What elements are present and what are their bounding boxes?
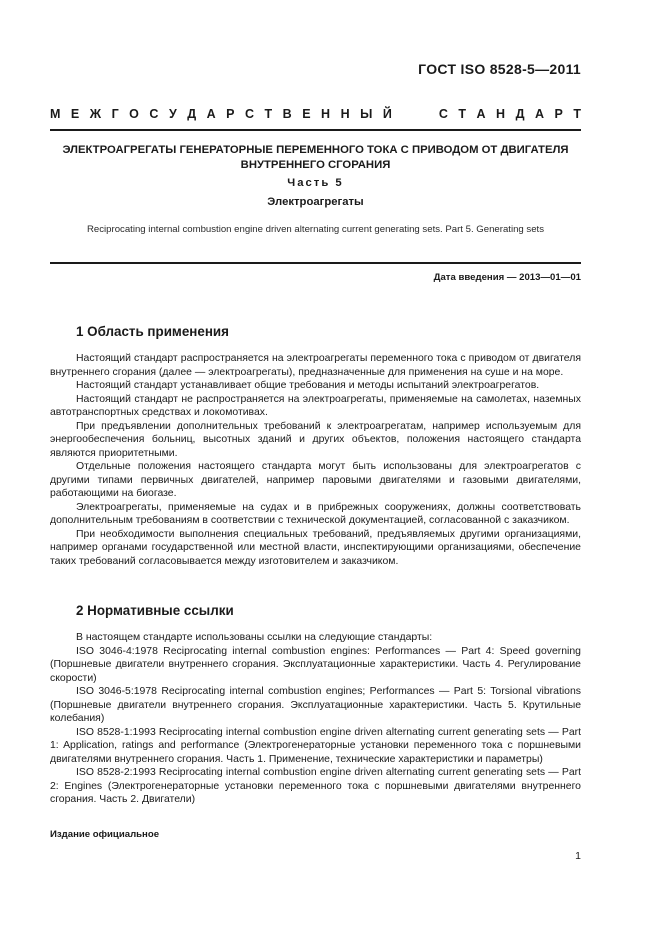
- heading-letter: Н: [340, 107, 350, 121]
- page-number: 1: [575, 850, 581, 862]
- word-gap: [402, 107, 428, 123]
- title-line-2: ВНУТРЕННЕГО СГОРАНИЯ: [240, 159, 391, 171]
- paragraph: Отдельные положения настоящего стандарта могут быть использованы для электроагрегатов с другими типами первичных двигателей, например паровыми двигателями и газовыми двигателями, работающими на биогазе.: [50, 461, 581, 499]
- official-edition-label: Издание официальное: [50, 829, 160, 840]
- top-divider: [50, 129, 581, 131]
- document-title: [50, 143, 581, 173]
- paragraph: При необходимости выполнения специальных требований, предъявляемых другими организациями, например органами государственной или местной власти, инспектирующими организациями, обеспечение таких требований согласовывается между изготовителем и заказчиком.: [50, 528, 581, 567]
- section-2-body: [50, 631, 581, 807]
- document-code: ГОСТ ISO 8528-5—2011: [418, 61, 581, 77]
- heading-letter: Ж: [89, 107, 102, 121]
- bottom-divider: [50, 262, 581, 264]
- paragraph: Настоящий стандарт распространяется на электроагрегаты переменного тока с приводом от двигателя внутреннего сгорания (далее — электроагрегаты), предназначенные для применения на суше и на море.: [50, 353, 581, 378]
- reference-item: ISO 8528-2:1993 Reciprocating internal combustion engine driven alternating current generating sets — Part 2: Engines (Электрогенераторные установки переменного тока с поршневыми двигателями внутреннего сгорания. Часть 2. Двигатели): [50, 767, 581, 805]
- english-title: Reciprocating internal combustion engine driven alternating current generating sets. Part 5. Generating sets: [86, 224, 545, 235]
- reference-item: ISO 3046-5:1978 Reciprocating internal combustion engines; Performances — Part 5: Torsional vibrations (Поршневые двигатели внутреннего сгорания. Эксплуатационные характеристики. Часть 5. Крутильные колебания): [50, 686, 581, 724]
- paragraph: Настоящий стандарт не распространяется на электроагрегаты, применяемые на самолетах, наземных автотранспортных средствах и локомотивах.: [50, 393, 581, 418]
- heading-letter: Т: [573, 107, 581, 121]
- heading-letter: Г: [111, 107, 119, 121]
- heading-letter: Е: [302, 107, 311, 121]
- reference-item: ISO 8528-1:1993 Reciprocating internal combustion engine driven alternating current generating sets — Part 1: Application, ratings and performance (Электрогенераторные установки переменного тока с поршневыми двигателями внутреннего сгорания. Часть 1. Применение, технические характеристики и параметры): [50, 726, 581, 765]
- interstate-standard-heading: [50, 107, 581, 123]
- paragraph: Электроагрегаты, применяемые на судах и в прибрежных сооружениях, должны соответствовать дополнительным требованиям в соответствии с технической документацией, согласованной с заказчиком.: [50, 501, 581, 526]
- section-1-body: [50, 352, 581, 568]
- heading-letter: Р: [226, 107, 235, 121]
- heading-letter: Т: [458, 107, 467, 121]
- heading-letter: М: [50, 107, 61, 121]
- heading-letter: Й: [382, 107, 392, 121]
- heading-letter: А: [206, 107, 216, 121]
- part-subtitle: Электроагрегаты: [267, 196, 364, 208]
- heading-letter: С: [245, 107, 255, 121]
- paragraph: При предъявлении дополнительных требований к электроагрегатам, например используемым для энергообеспечения больниц, высотных зданий и других объектов, положения настоящего стандарта являются приоритетными.: [50, 420, 581, 459]
- heading-letter: А: [534, 107, 545, 121]
- introduction-date: Дата введения — 2013—01—01: [433, 272, 581, 283]
- heading-letter: Д: [187, 107, 197, 121]
- heading-letter: С: [438, 107, 448, 121]
- heading-letter: О: [129, 107, 139, 121]
- heading-letter: Д: [515, 107, 525, 121]
- section-2-heading: 2 Нормативные ссылки: [76, 603, 234, 618]
- heading-letter: Н: [496, 107, 506, 121]
- heading-letter: У: [168, 107, 177, 121]
- title-line-1: ЭЛЕКТРОАГРЕГАТЫ ГЕНЕРАТОРНЫЕ ПЕРЕМЕННОГО ТОКА С ПРИВОДОМ ОТ ДВИГАТЕЛЯ: [62, 144, 569, 156]
- heading-letter: Т: [264, 107, 273, 121]
- heading-letter: В: [282, 107, 292, 121]
- heading-letter: А: [476, 107, 486, 121]
- heading-letter: Ы: [360, 107, 373, 121]
- heading-letter: Н: [321, 107, 331, 121]
- paragraph: В настоящем стандарте использованы ссылки на следующие стандарты:: [76, 632, 433, 643]
- paragraph: Настоящий стандарт устанавливает общие требования и методы испытаний электроагрегатов.: [76, 380, 540, 391]
- heading-letter: Е: [70, 107, 80, 121]
- reference-item: ISO 3046-4:1978 Reciprocating internal combustion engines: Performances — Part 4: Speed governing (Поршневые двигатели внутреннего сгорания. Эксплуатационные характеристики. Часть 4. Регулирование скорости): [50, 645, 581, 684]
- heading-letter: С: [149, 107, 159, 121]
- section-1-heading: 1 Область применения: [76, 324, 229, 339]
- part-label: Часть 5: [287, 177, 344, 189]
- heading-letter: Р: [554, 107, 563, 121]
